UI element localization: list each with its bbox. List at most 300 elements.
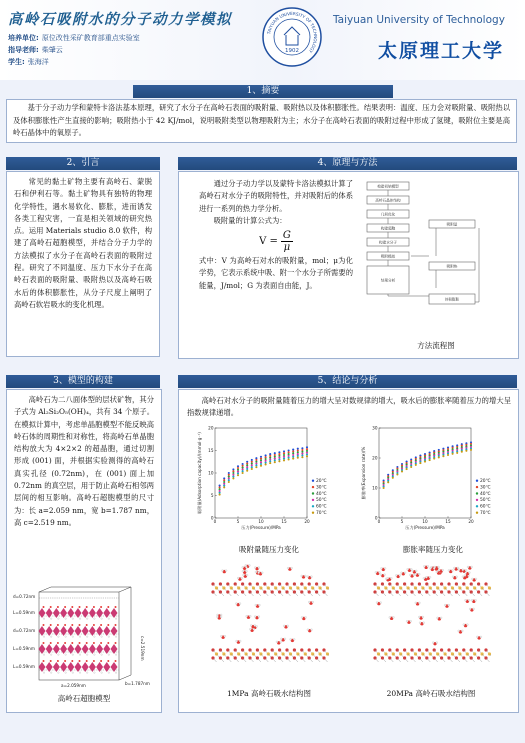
water-hydrogen (412, 570, 414, 572)
oxygen-atom (50, 624, 52, 626)
y-axis-label: 膨胀率(Expansion rate)/% (361, 446, 366, 500)
oxygen-atom (100, 606, 102, 608)
legend-label: 60℃ (480, 504, 491, 510)
water-hydrogen (418, 616, 420, 618)
data-point (306, 448, 308, 450)
model-text: 高岭石为二八面体型的层状矿物，其分子式为 Al₂Si₂O₅(OH)₄，共有 34 个原子。在模拟计算中，考虑单晶胞模型不能反映高岭石体的周期性和对称性，将高岭石单晶胞结构放大为 4×2×2 的超晶胞，通过切割形成 (001) 面，并根据实验测得的高岭石真实孔径 (0.72nm)，在 (001) 面上加 0.72nm 的真空层，用于防止高岭石相邻两层间的相互影响。高岭石超胞模型的尺寸为：长 a=2.059 nm，宽 b=1.787 nm，高 c=2.519 nm。 (14, 395, 154, 527)
data-point (278, 458, 280, 460)
legend-marker (312, 499, 314, 501)
hydrogen-atom (50, 654, 52, 656)
data-point (274, 452, 276, 454)
water-hydrogen (456, 576, 458, 578)
hydrogen-atom (58, 654, 60, 656)
data-point (223, 486, 225, 488)
water-hydrogen (376, 602, 378, 604)
data-point (237, 467, 239, 469)
water-hydrogen (216, 616, 218, 618)
hydrogen-atom (94, 672, 96, 674)
water-hydrogen (410, 568, 412, 570)
data-point (251, 466, 253, 468)
x-tick-label: 10 (422, 519, 428, 524)
flow-nodes (367, 182, 475, 304)
water-hydrogen (305, 616, 307, 618)
water-hydrogen (410, 620, 412, 622)
water-hydrogen (261, 572, 263, 574)
results-text: 高岭石对水分子的吸附量随着压力的增大呈对数规律的增大，吸水后的膨胀率随着压力的增大呈指数规律递增。 (187, 396, 511, 418)
water-hydrogen (283, 625, 285, 627)
hydrogen-atom (115, 636, 117, 638)
y-tick-label: 0 (374, 515, 378, 521)
water-hydrogen (253, 628, 255, 630)
oxygen-atom (115, 624, 117, 626)
legend-label: 60℃ (316, 504, 327, 510)
water-hydrogen (444, 604, 446, 606)
data-point (288, 455, 290, 457)
water-hydrogen (430, 567, 432, 569)
method-box (178, 171, 519, 359)
data-point (246, 463, 248, 465)
water-hydrogen (224, 635, 226, 637)
data-point (274, 458, 276, 460)
water-hydrogen (473, 608, 475, 610)
x-tick-label: 10 (258, 519, 264, 524)
hydrogen-atom (65, 636, 67, 638)
oxygen-atom (64, 606, 66, 608)
flow-node-label: 结果分析 (380, 278, 396, 283)
hydrogen-atom (50, 672, 52, 674)
oxygen-atom (64, 660, 66, 662)
water-hydrogen (448, 569, 450, 571)
data-point (297, 451, 299, 453)
water-hydrogen (384, 574, 386, 576)
water-hydrogen (389, 616, 391, 618)
data-point (274, 459, 276, 461)
water-hydrogen (475, 578, 477, 580)
data-point (232, 476, 234, 478)
water-hydrogen (308, 601, 310, 603)
hydrogen-atom (43, 618, 45, 620)
water-hydrogen (418, 602, 420, 604)
water-hydrogen (390, 577, 392, 579)
data-point (283, 459, 285, 461)
oxygen-atom (43, 624, 45, 626)
water-hydrogen (245, 570, 247, 572)
water-hydrogen (480, 636, 482, 638)
formula-denominator: μ (283, 241, 291, 253)
data-point (237, 472, 239, 474)
hydrogen-atom (101, 672, 103, 674)
x-axis-label: 压力(Pressure)/MPa (241, 525, 281, 530)
hydrogen-atom (94, 654, 96, 656)
flow-node-label: 体积膨胀 (444, 297, 460, 302)
water-hydrogen (458, 630, 460, 632)
water-hydrogen (293, 638, 295, 640)
flow-node-label: 吸附热 (446, 264, 458, 269)
hydrogen-atom (50, 636, 52, 638)
water-hydrogen (437, 617, 439, 619)
oxygen-atom (57, 606, 59, 608)
water-hydrogen (437, 566, 439, 568)
adsorption-chart (189, 422, 349, 546)
data-point (301, 447, 303, 449)
data-point (265, 456, 267, 458)
flow-node-label: 构建初始模型 (377, 184, 399, 189)
water-hydrogen (378, 571, 380, 573)
legend-label: 50℃ (480, 498, 491, 504)
data-point (232, 474, 234, 476)
water-hydrogen (464, 575, 466, 577)
legend-marker (476, 486, 478, 488)
university-chinese-name: 太原理工大学 (378, 40, 505, 62)
data-point (297, 453, 299, 455)
legend-label: 20℃ (316, 479, 327, 484)
oxygen-atom (57, 642, 59, 644)
water-hydrogen (235, 603, 237, 605)
water-hydrogen (423, 622, 425, 624)
data-point (274, 456, 276, 458)
hydrogen-atom (79, 618, 81, 620)
data-point (242, 468, 244, 470)
dim-label-5: L=0.59nm (13, 664, 35, 669)
water-hydrogen (248, 564, 250, 566)
x-axis-label: 压力(Pressure)/MPa (405, 525, 445, 530)
data-point (246, 468, 248, 470)
oxygen-atom (43, 642, 45, 644)
oxygen-atom (93, 606, 95, 608)
legend-label: 70℃ (316, 511, 327, 516)
data-point (429, 459, 431, 461)
water-hydrogen (284, 638, 286, 640)
water-hydrogen (457, 567, 459, 569)
hydrogen-atom (94, 618, 96, 620)
water-hydrogen (422, 616, 424, 618)
water-hydrogen (380, 574, 382, 576)
data-point (237, 469, 239, 471)
data-point (255, 466, 257, 468)
hydrogen-atom (65, 672, 67, 674)
data-point (265, 460, 267, 462)
y-tick-label: 20 (208, 425, 214, 431)
chart2-caption: 膨胀率随压力变化 (403, 545, 463, 554)
water-hydrogen (236, 640, 238, 642)
intro-box (6, 171, 160, 357)
abstract-box (6, 99, 517, 143)
flowchart-caption: 方法流程图 (417, 341, 455, 350)
water-hydrogen (254, 567, 256, 569)
y-axis-label: 吸附量(Adsorption capacity)/(mmol·g⁻¹) (197, 432, 202, 514)
y-tick-label: 10 (372, 485, 378, 491)
oxygen-atom (107, 642, 109, 644)
oxygen-atom (115, 660, 117, 662)
data-point (219, 488, 221, 490)
oxygen-atom (115, 606, 117, 608)
data-point (255, 464, 257, 466)
data-point (260, 465, 262, 467)
data-point (251, 464, 253, 466)
water-hydrogen (246, 574, 248, 576)
water-hydrogen (453, 567, 455, 569)
dim-label-c: c=2.519nm (140, 636, 145, 661)
water-hydrogen (276, 641, 278, 643)
data-point (219, 492, 221, 494)
data-point (406, 468, 408, 470)
hydrogen-atom (108, 636, 110, 638)
oxygen-atom (50, 660, 52, 662)
oxygen-atom (71, 660, 73, 662)
water-hydrogen (442, 569, 444, 571)
water-hydrogen (301, 616, 303, 618)
data-point (297, 455, 299, 457)
data-point (283, 456, 285, 458)
hydrogen-atom (58, 672, 60, 674)
data-point (242, 467, 244, 469)
data-point (278, 455, 280, 457)
data-point (265, 462, 267, 464)
advisor-value: 柴肇云 (41, 46, 63, 54)
data-point (260, 456, 262, 458)
data-point (260, 461, 262, 463)
oxygen-atom (50, 642, 52, 644)
water-hydrogen (466, 624, 468, 626)
flow-node-label: 高岭石晶体结构 (375, 198, 401, 203)
results-box (178, 389, 519, 713)
data-point (269, 455, 271, 457)
oxygen-atom (79, 624, 81, 626)
seal-ring-text: TAIYUAN UNIVERSITY OF TECHNOLOGY (266, 10, 319, 54)
dim-label-2: L=0.59nm (13, 610, 35, 615)
data-point (410, 466, 412, 468)
water-hydrogen (225, 570, 227, 572)
water-hydrogen (249, 615, 251, 617)
hydrogen-atom (86, 654, 88, 656)
university-seal-icon (262, 7, 322, 67)
water-hydrogen (475, 599, 477, 601)
oxygen-atom (79, 606, 81, 608)
dim-label-b: b=1.787nm (125, 681, 150, 686)
flow-node-label: 构建超胞 (380, 226, 396, 231)
water-hydrogen (392, 616, 394, 618)
water-hydrogen (399, 574, 401, 576)
abstract-text: 基于分子动力学和蒙特卡洛法基本原理，研究了水分子在高岭石表面的吸附量、吸附热以及体积膨胀性。结果表明：温度、压力会对吸附量、吸附热以及体积膨胀性产生直接的影响；吸附热小于 42 KJ/mol，说明吸附类型以物理吸附为主；水分子在高岭石表面的吸附过程中形成了氢键，吸附位主要是高岭石晶体中的氧原子。 (13, 103, 510, 137)
data-point (288, 457, 290, 459)
advisor-label: 指导老师: (8, 46, 39, 54)
data-point (219, 485, 221, 487)
water-hydrogen (419, 622, 421, 624)
data-point (297, 448, 299, 450)
oxygen-atom (79, 660, 81, 662)
data-point (470, 449, 472, 451)
x-tick-label: 5 (236, 519, 240, 524)
water-hydrogen (465, 599, 467, 601)
img2-caption: 20MPa 高岭石吸水结构图 (386, 689, 476, 698)
hydrogen-atom (115, 672, 117, 674)
water-hydrogen (469, 608, 471, 610)
water-hydrogen (432, 642, 434, 644)
structure-background (209, 562, 329, 682)
data-point (269, 460, 271, 462)
formula-numerator: G (282, 229, 291, 241)
water-hydrogen (249, 628, 251, 630)
data-point (297, 449, 299, 451)
dim-label-4: L=0.59nm (13, 646, 35, 651)
x-tick-label: 20 (468, 519, 474, 524)
data-point (433, 458, 435, 460)
water-hydrogen (237, 577, 239, 579)
hydrogen-atom (43, 654, 45, 656)
oxygen-atom (93, 660, 95, 662)
data-point (452, 453, 454, 455)
legend-label: 40℃ (480, 491, 491, 497)
data-point (419, 462, 421, 464)
hydrogen-atom (101, 636, 103, 638)
data-point (246, 464, 248, 466)
data-point (283, 454, 285, 456)
seal-year: 1902 (285, 48, 299, 54)
legend-marker (476, 505, 478, 507)
water-hydrogen (423, 565, 425, 567)
data-point (269, 457, 271, 459)
intro-heading: 2、引言 (6, 157, 160, 170)
oxygen-atom (86, 606, 88, 608)
data-point (237, 471, 239, 473)
data-point (228, 472, 230, 474)
hydrogen-atom (79, 672, 81, 674)
data-point (306, 455, 308, 457)
data-point (232, 472, 234, 474)
data-point (246, 461, 248, 463)
unit-value: 原位改性采矿教育部重点实验室 (41, 34, 140, 42)
hydrogen-atom (108, 654, 110, 656)
water-hydrogen (471, 599, 473, 601)
data-point (260, 459, 262, 461)
legend-marker (312, 505, 314, 507)
data-point (292, 452, 294, 454)
water-hydrogen (415, 602, 417, 604)
hydrogen-atom (115, 618, 117, 620)
oxygen-atom (57, 660, 59, 662)
water-hydrogen (220, 616, 222, 618)
hydrogen-atom (43, 636, 45, 638)
water-hydrogen (476, 636, 478, 638)
data-point (292, 456, 294, 458)
water-hydrogen (242, 574, 244, 576)
legend-label: 50℃ (316, 498, 327, 504)
model-heading: 3、模型的构建 (6, 375, 160, 388)
legend-marker (476, 499, 478, 501)
data-point (278, 451, 280, 453)
data-point (424, 461, 426, 463)
data-point (447, 454, 449, 456)
water-hydrogen (423, 577, 425, 579)
legend-label: 20℃ (480, 479, 491, 484)
model-box (6, 389, 162, 713)
data-point (396, 473, 398, 475)
oxygen-atom (64, 624, 66, 626)
model-caption: 高岭石超胞模型 (57, 694, 111, 703)
water-hydrogen (239, 603, 241, 605)
data-point (283, 458, 285, 460)
water-hydrogen (217, 614, 219, 616)
structure-20mpa-image (371, 562, 491, 682)
water-hydrogen (254, 616, 256, 618)
hydrogen-atom (58, 636, 60, 638)
data-point (265, 463, 267, 465)
data-point (265, 454, 267, 456)
data-point (301, 451, 303, 453)
water-hydrogen (304, 575, 306, 577)
data-point (237, 465, 239, 467)
water-hydrogen (287, 567, 289, 569)
data-point (442, 455, 444, 457)
method-flowchart (361, 178, 511, 338)
water-hydrogen (440, 617, 442, 619)
legend-marker (476, 512, 478, 514)
water-hydrogen (246, 615, 248, 617)
data-point (387, 481, 389, 483)
oxygen-atom (71, 606, 73, 608)
data-point (246, 470, 248, 472)
data-point (383, 487, 385, 489)
water-hydrogen (458, 569, 460, 571)
data-point (269, 462, 271, 464)
water-hydrogen (220, 614, 222, 616)
hydrogen-atom (43, 672, 45, 674)
data-point (301, 456, 303, 458)
data-point (228, 476, 230, 478)
oxygen-atom (107, 624, 109, 626)
water-hydrogen (254, 625, 256, 627)
water-hydrogen (310, 576, 312, 578)
water-hydrogen (312, 601, 314, 603)
abstract-heading: 1、摘要 (133, 85, 393, 98)
data-point (219, 486, 221, 488)
water-hydrogen (242, 570, 244, 572)
data-point (219, 490, 221, 492)
oxygen-atom (71, 624, 73, 626)
oxygen-atom (107, 606, 109, 608)
hydrogen-atom (108, 672, 110, 674)
water-hydrogen (395, 574, 397, 576)
water-hydrogen (258, 616, 260, 618)
formula-lhs: V = (259, 235, 278, 247)
data-point (219, 494, 221, 496)
data-point (292, 449, 294, 451)
x-tick-label: 20 (304, 519, 310, 524)
flow-node-label: 吸附量 (446, 222, 458, 227)
method-heading: 4、原理与方法 (178, 157, 517, 170)
adsorption-formula (199, 227, 353, 255)
legend-marker (312, 512, 314, 514)
oxygen-atom (86, 642, 88, 644)
data-point (228, 479, 230, 481)
water-hydrogen (452, 576, 454, 578)
data-point (292, 454, 294, 456)
water-hydrogen (290, 638, 292, 640)
data-point (465, 450, 467, 452)
water-hydrogen (380, 567, 382, 569)
dim-label-3: d=0.72nm (13, 628, 36, 633)
water-hydrogen (433, 567, 435, 569)
water-hydrogen (425, 576, 427, 578)
legend-label: 70℃ (480, 511, 491, 516)
water-hydrogen (239, 640, 241, 642)
water-hydrogen (307, 629, 309, 631)
student-value: 张海洋 (27, 58, 49, 66)
student-label: 学生: (8, 58, 25, 66)
data-point (274, 461, 276, 463)
water-hydrogen (452, 569, 454, 571)
chart1-caption: 吸附量随压力变化 (239, 545, 299, 554)
